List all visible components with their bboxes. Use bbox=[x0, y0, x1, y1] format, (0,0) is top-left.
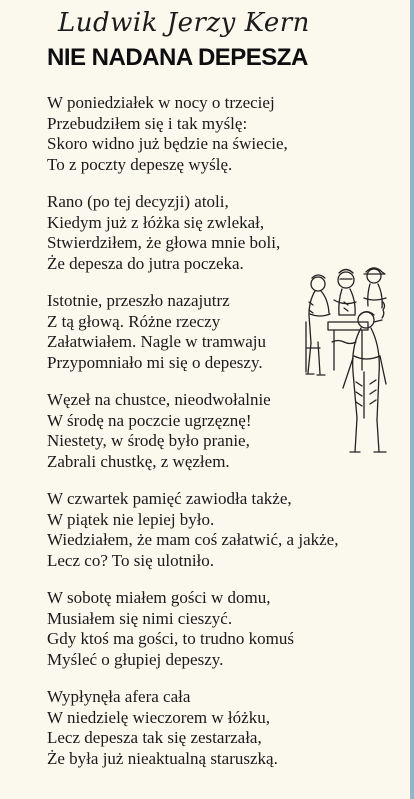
page-edge bbox=[410, 0, 414, 799]
poem-line: Przebudziłem się i tak myślę: bbox=[47, 113, 248, 133]
poem-line: Niestety, w środę było pranie, bbox=[47, 431, 250, 450]
stanza-1 bbox=[47, 93, 387, 175]
poem-line: Kiedym już z łóżka się zwlekał, bbox=[47, 212, 265, 232]
stanza-6 bbox=[47, 588, 387, 670]
poem-line: Skoro widno już będzie na świecie, bbox=[47, 134, 288, 153]
poem-line: Wiedziałem, że mam coś załatwić, a jakże, bbox=[47, 530, 339, 549]
poem-line: Myśleć o głupiej depeszy. bbox=[47, 649, 224, 669]
poem-title: NIE NADANA DEPESZA bbox=[47, 44, 308, 71]
poem-line: W poniedziałek w nocy o trzeciej bbox=[47, 93, 275, 112]
poem-line: Że była już nieaktualną staruszką. bbox=[47, 748, 278, 768]
poem-line: W środę na poczcie ugrzęznę! bbox=[47, 410, 252, 430]
poem-line: Z tą głową. Różne rzeczy bbox=[47, 311, 221, 331]
poem-line: Węzeł na chustce, nieodwołalnie bbox=[47, 390, 271, 409]
poem-line: Wypłynęła afera cała bbox=[47, 687, 191, 706]
stanza-5 bbox=[47, 489, 387, 571]
poem-line: Stwierdziłem, że głowa mnie boli, bbox=[47, 233, 281, 252]
poem-line: W czwartek pamięć zawiodła także, bbox=[47, 489, 292, 508]
poem-line: W sobotę miałem gości w domu, bbox=[47, 588, 271, 607]
poem-line: Istotnie, przeszło nazajutrz bbox=[47, 291, 230, 310]
poem-line: Przypomniało mi się o depeszy. bbox=[47, 352, 263, 372]
poem-line: Rano (po tej decyzji) atoli, bbox=[47, 192, 229, 211]
author-name: Ludwik Jerzy Kern bbox=[58, 8, 310, 38]
poem-line: Że depesza do jutra poczeka. bbox=[47, 253, 244, 273]
poem-line: Musiałem się nimi cieszyć. bbox=[47, 608, 233, 628]
poem-line: Załatwiałem. Nagle w tramwaju bbox=[47, 332, 267, 351]
poem-line: Lecz co? To się ulotniło. bbox=[47, 550, 215, 570]
poem-line: W niedzielę wieczorem w łóżku, bbox=[47, 707, 270, 727]
poem-line: Lecz depesza tak się zestarzała, bbox=[47, 728, 262, 747]
post-office-sketch-illustration bbox=[304, 262, 390, 460]
poem-line: To z poczty depeszę wyślę. bbox=[47, 154, 233, 174]
poem-line: Gdy ktoś ma gości, to trudno komuś bbox=[47, 629, 294, 648]
stanza-7 bbox=[47, 687, 387, 769]
poem-line: W piątek nie lepiej było. bbox=[47, 509, 215, 529]
poem-line: Zabrali chustkę, z węzłem. bbox=[47, 451, 230, 471]
